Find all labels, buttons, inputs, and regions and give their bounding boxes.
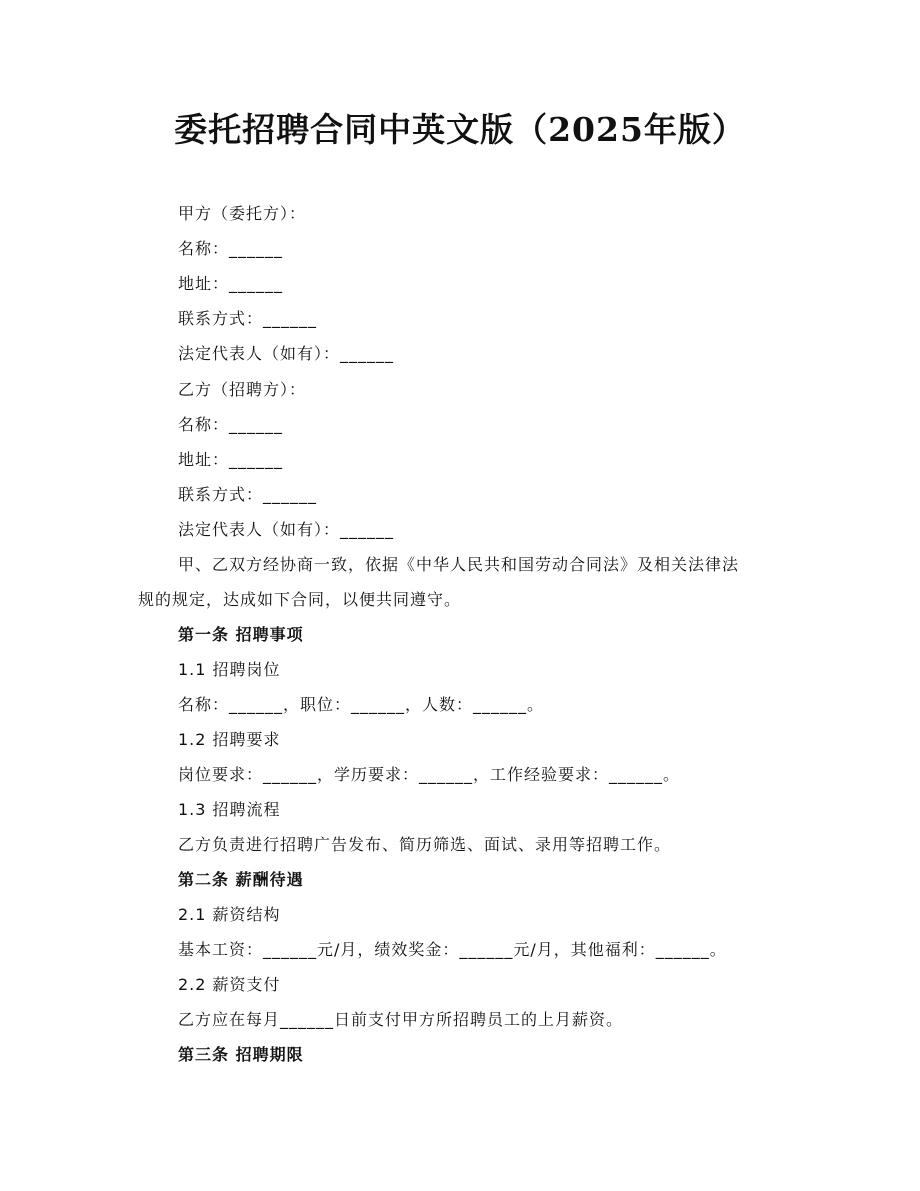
body-line: 基本工资：______元/月，绩效奖金：______元/月，其他福利：______。 — [178, 940, 727, 959]
document-title: 委托招聘合同中英文版（2025年版） — [174, 110, 746, 149]
body-line: 乙方应在每月______日前支付甲方所招聘员工的上月薪资。 — [178, 1010, 624, 1029]
section-heading: 第一条 招聘事项 — [178, 625, 304, 644]
body-line: 2.2 薪资支付 — [178, 975, 281, 994]
section-heading: 第三条 招聘期限 — [178, 1045, 304, 1064]
body-line: 名称：______ — [178, 239, 284, 258]
body-line: 甲方（委托方）： — [178, 204, 307, 223]
body-line: 地址：______ — [178, 274, 284, 293]
body-line: 法定代表人（如有）：______ — [178, 344, 395, 363]
body-line: 联系方式：______ — [178, 309, 318, 328]
body-line: 乙方负责进行招聘广告发布、简历筛选、面试、录用等招聘工作。 — [178, 835, 672, 854]
body-line: 甲、乙双方经协商一致，依据《中华人民共和国劳动合同法》及相关法律法 — [178, 555, 740, 574]
section-heading: 第二条 薪酬待遇 — [178, 870, 304, 889]
body-line: 乙方（招聘方）： — [178, 380, 307, 399]
body-line: 名称：______，职位：______，人数：______。 — [178, 695, 545, 714]
body-line: 名称：______ — [178, 415, 284, 434]
body-line: 1.3 招聘流程 — [178, 800, 281, 819]
body-line: 1.2 招聘要求 — [178, 730, 281, 749]
body-line: 联系方式：______ — [178, 485, 318, 504]
body-line: 地址：______ — [178, 450, 284, 469]
body-line: 2.1 薪资结构 — [178, 905, 281, 924]
body-line: 规的规定，达成如下合同，以便共同遵守。 — [138, 590, 462, 609]
body-line: 法定代表人（如有）：______ — [178, 520, 395, 539]
body-line: 1.1 招聘岗位 — [178, 660, 281, 679]
body-line: 岗位要求：______，学历要求：______，工作经验要求：______。 — [178, 765, 681, 784]
